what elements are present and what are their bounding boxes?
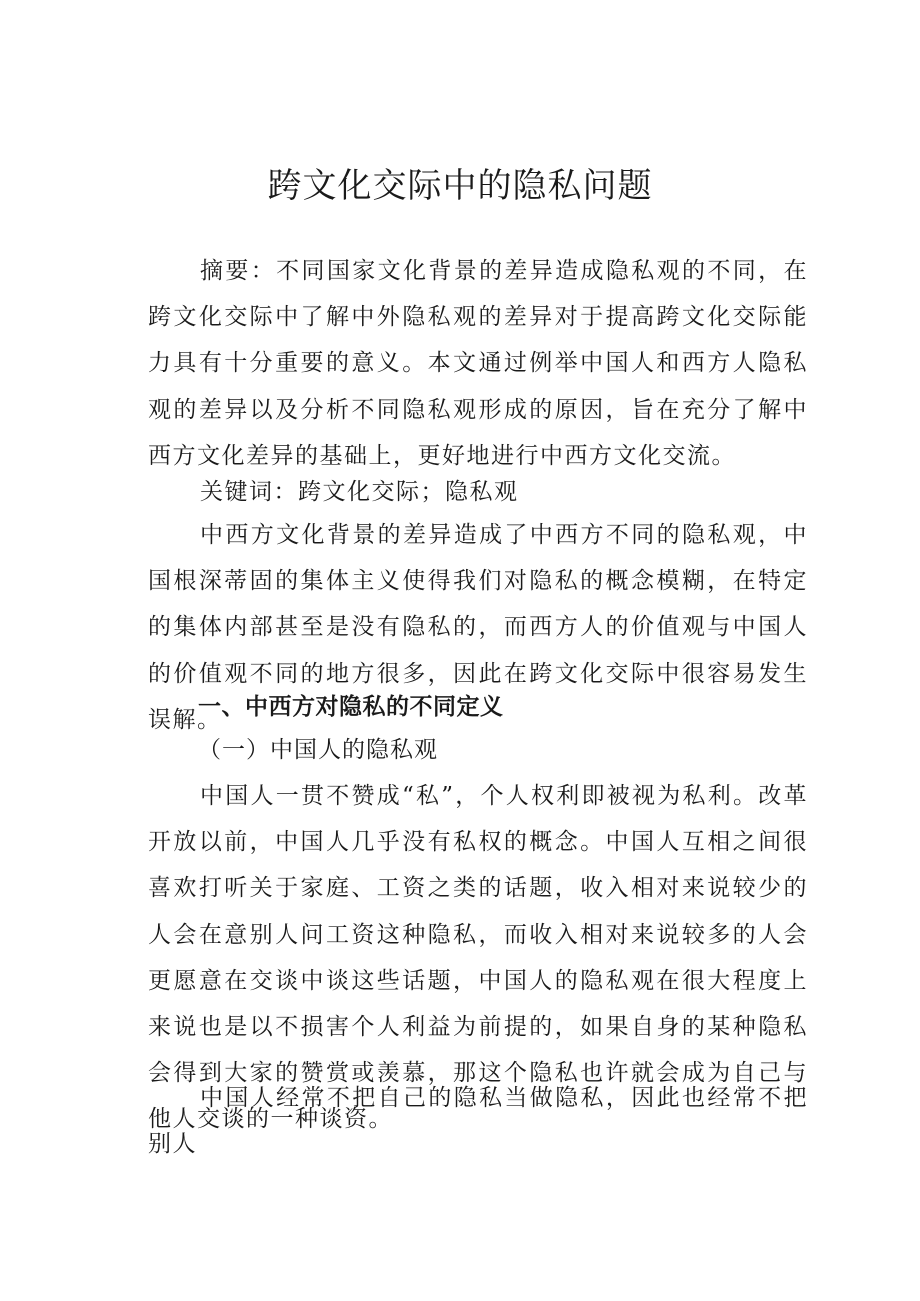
intro-paragraph: 中西方文化背景的差异造成了中西方不同的隐私观，中国根深蒂固的集体主义使得我们对隐私的概念模糊，在特定的集体内部甚至是没有隐私的，而西方人的价值观与中国人的价值观不同的地方很多，因此在跨文化交际中很容易发生误解。 xyxy=(148,522,808,733)
document-title: 跨文化交际中的隐私问题 xyxy=(267,166,653,206)
body-paragraph: 中国人一贯不赞成“私”，个人权利即被视为私利。改革开放以前，中国人几乎没有私权的概念。中国人互相之间很喜欢打听关于家庭、工资之类的话题，收入相对来说较少的人会在意别人问工资这种隐私，而收入相对来说较多的人会更愿意在交谈中谈这些话题，中国人的隐私观在很大程度上来说也是以不损害个人利益为前提的，如果自身的某种隐私会得到大家的赞赏或羡慕，那这个隐私也许就会成为自己与他人交谈的一种谈资。 xyxy=(148,783,808,1133)
body-paragraph-continued: 中国人经常不把自己的隐私当做隐私，因此也经常不把别人 xyxy=(148,1085,808,1158)
subsection-heading: （一）中国人的隐私观 xyxy=(198,737,438,763)
keywords-line: 关键词：跨文化交际；隐私观 xyxy=(200,479,519,505)
abstract-paragraph: 摘要：不同国家文化背景的差异造成隐私观的不同，在跨文化交际中了解中外隐私观的差异对于提高跨文化交际能力具有十分重要的意义。本文通过例举中国人和西方人隐私观的差异以及分析不同隐私观形成的原因，旨在充分了解中西方文化差异的基础上，更好地进行中西方文化交流。 xyxy=(148,258,808,469)
section-heading: 一、中西方对隐私的不同定义 xyxy=(198,694,504,720)
